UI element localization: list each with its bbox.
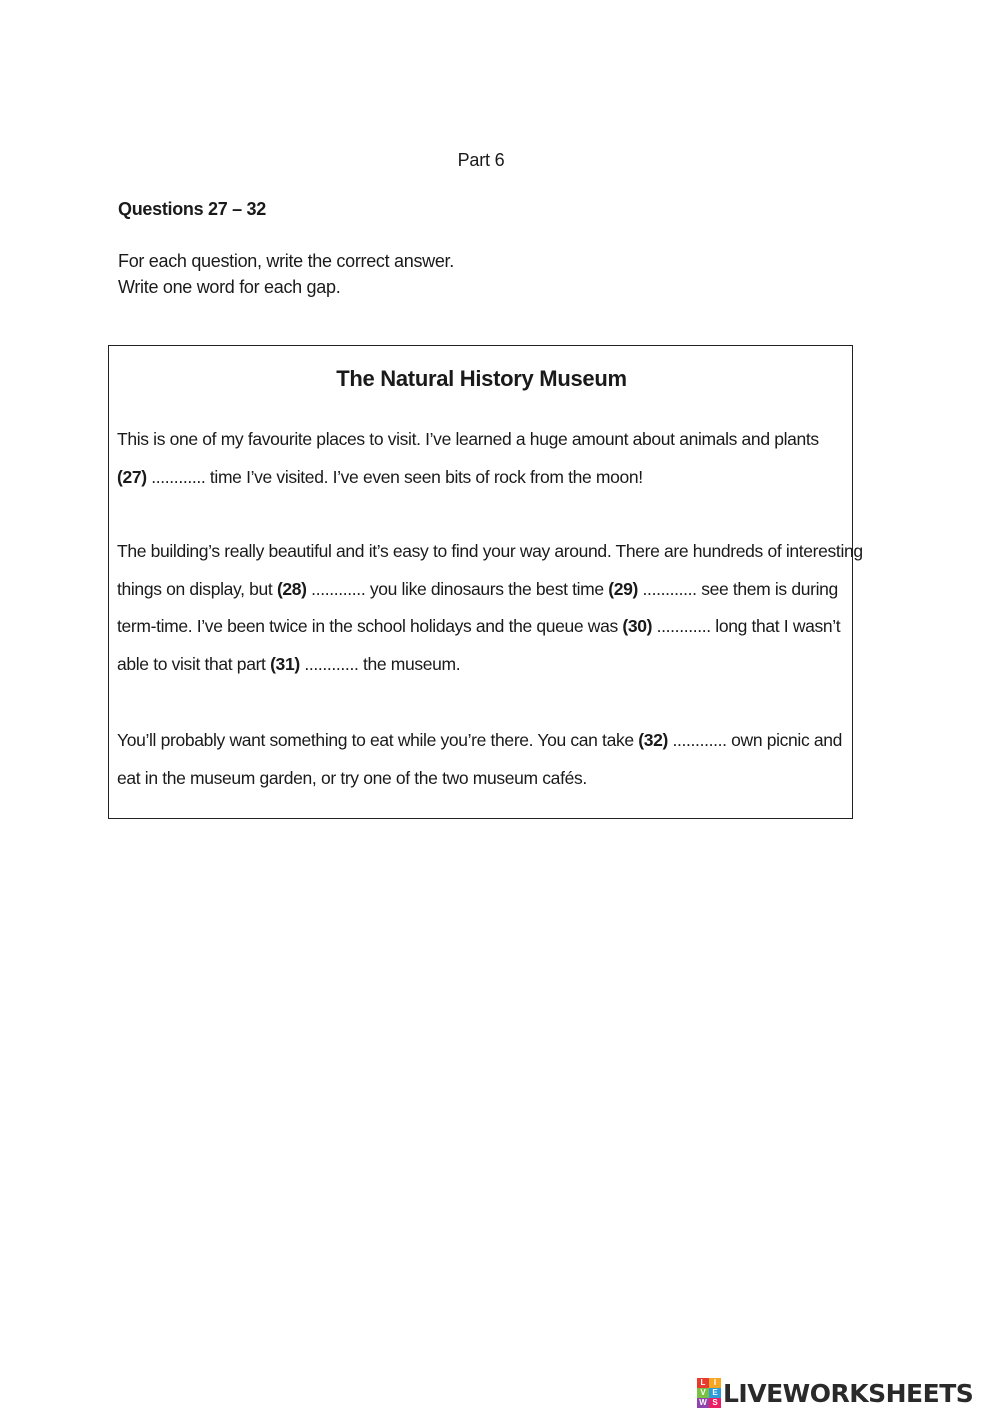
logo-letter: S bbox=[709, 1398, 721, 1408]
instruction-line: Write one word for each gap. bbox=[118, 277, 341, 297]
paragraph-line bbox=[117, 459, 847, 497]
gap-27-label: (27) bbox=[117, 466, 147, 487]
liveworksheets-brand[interactable] bbox=[697, 1376, 973, 1410]
instruction-line: For each question, write the correct answer. bbox=[118, 251, 454, 271]
gap-29-label: (29) bbox=[608, 578, 639, 599]
text-fragment: You’ll probably want something to eat while you’re there. You can take bbox=[117, 730, 639, 750]
text-fragment: own picnic and bbox=[731, 730, 843, 750]
paragraph-2 bbox=[117, 533, 863, 683]
passage-box bbox=[108, 345, 863, 819]
text-fragment: see them is during bbox=[701, 578, 838, 599]
logo-letter: E bbox=[709, 1388, 721, 1398]
logo-letter: I bbox=[709, 1378, 721, 1388]
text-fragment: term-time. I’ve been twice in the school holidays and the queue was bbox=[117, 616, 623, 636]
gap-31-label: (31) bbox=[270, 653, 300, 674]
logo-letter: L bbox=[697, 1378, 709, 1388]
gap-29-blank[interactable]: ............ bbox=[638, 578, 702, 599]
text-fragment: the museum. bbox=[362, 653, 461, 674]
logo-letter: V bbox=[697, 1388, 709, 1398]
text-fragment: you like dinosaurs the best time bbox=[369, 578, 609, 599]
paragraph-line bbox=[117, 722, 847, 760]
instructions bbox=[118, 248, 454, 300]
part-heading: Part 6 bbox=[457, 150, 505, 170]
liveworksheets-logo-icon bbox=[697, 1378, 721, 1408]
gap-27-blank[interactable]: ............ bbox=[146, 466, 210, 487]
gap-31-blank[interactable]: ............ bbox=[299, 653, 363, 674]
text-fragment: time I’ve visited. I’ve even seen bits of rock from the moon! bbox=[209, 466, 643, 487]
gap-28-label: (28) bbox=[276, 578, 307, 599]
gap-30-blank[interactable]: ............ bbox=[652, 616, 716, 636]
paragraph-line: eat in the museum garden, or try one of the two museum cafés. bbox=[117, 767, 587, 788]
brand-name: LIVEWORKSHEETS bbox=[723, 1378, 974, 1408]
text-fragment: long that I wasn’t bbox=[715, 616, 841, 636]
paragraph-line: This is one of my favourite places to visit. I’ve learned a huge amount about animals and plants bbox=[117, 429, 819, 449]
questions-heading: Questions 27 – 32 bbox=[118, 199, 266, 219]
passage-title: The Natural History Museum bbox=[336, 366, 627, 391]
paragraph-line: The building’s really beautiful and it’s easy to find your way around. There are hundreds of interesting bbox=[117, 541, 863, 561]
gap-32-blank[interactable]: ............ bbox=[667, 730, 732, 750]
paragraph-3 bbox=[117, 722, 847, 797]
text-fragment: things on display, but bbox=[117, 578, 277, 599]
gap-30-label: (30) bbox=[622, 616, 653, 636]
gap-32-label: (32) bbox=[638, 730, 668, 750]
logo-letter: W bbox=[697, 1398, 709, 1408]
paragraph-1 bbox=[117, 421, 847, 496]
paragraph-line bbox=[117, 646, 847, 684]
paragraph-line bbox=[117, 571, 847, 609]
gap-28-blank[interactable]: ............ bbox=[306, 578, 370, 599]
paragraph-line bbox=[117, 608, 847, 646]
text-fragment: able to visit that part bbox=[117, 653, 271, 674]
